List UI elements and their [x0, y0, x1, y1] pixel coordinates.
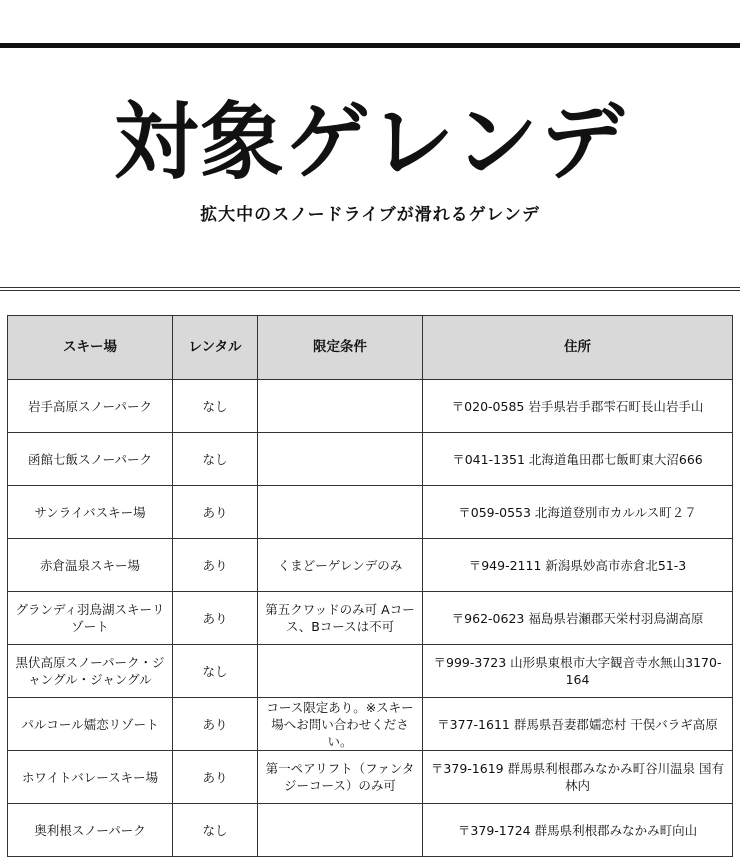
cell-resort-name: ホワイトバレースキー場	[8, 751, 173, 804]
cell-address: 〒379-1724 群馬県利根郡みなかみ町向山	[423, 804, 733, 857]
cell-address: 〒949-2111 新潟県妙高市赤倉北51-3	[423, 539, 733, 592]
cell-address: 〒377-1611 群馬県吾妻郡嬬恋村 干俣バラギ高原	[423, 698, 733, 751]
cell-condition: 第五クワッドのみ可 Aコース、Bコースは不可	[258, 592, 423, 645]
cell-resort-name: 岩手高原スノーパーク	[8, 380, 173, 433]
table-row	[8, 804, 733, 857]
column-header-rental: レンタル	[173, 316, 258, 380]
table-row	[8, 486, 733, 539]
cell-resort-name: 奥利根スノーパーク	[8, 804, 173, 857]
cell-rental: なし	[173, 380, 258, 433]
top-rule	[0, 43, 740, 48]
cell-resort-name: サンライバスキー場	[8, 486, 173, 539]
cell-rental: あり	[173, 698, 258, 751]
page-subtitle: 拡大中のスノードライブが滑れるゲレンデ	[200, 205, 540, 225]
cell-rental: なし	[173, 804, 258, 857]
page-title: 対象ゲレンデ	[113, 92, 627, 191]
cell-condition	[258, 486, 423, 539]
section-divider	[0, 287, 740, 291]
table-row	[8, 751, 733, 804]
cell-resort-name: グランディ羽鳥湖スキーリゾート	[8, 592, 173, 645]
cell-rental: あり	[173, 751, 258, 804]
cell-condition	[258, 433, 423, 486]
cell-resort-name: パルコール嬬恋リゾート	[8, 698, 173, 751]
table-row	[8, 698, 733, 751]
cell-condition: くまどーゲレンデのみ	[258, 539, 423, 592]
table-header-row	[8, 316, 733, 380]
cell-condition: 第一ペアリフト（ファンタジーコース）のみ可	[258, 751, 423, 804]
cell-address: 〒041-1351 北海道亀田郡七飯町東大沼666	[423, 433, 733, 486]
ski-resort-table	[7, 315, 733, 857]
cell-rental: あり	[173, 592, 258, 645]
cell-condition	[258, 804, 423, 857]
cell-rental: なし	[173, 433, 258, 486]
cell-address: 〒020-0585 岩手県岩手郡雫石町長山岩手山	[423, 380, 733, 433]
column-header-ski-resort: スキー場	[8, 316, 173, 380]
cell-address: 〒059-0553 北海道登別市カルルス町２７	[423, 486, 733, 539]
cell-resort-name: 函館七飯スノーパーク	[8, 433, 173, 486]
cell-resort-name: 赤倉温泉スキー場	[8, 539, 173, 592]
cell-condition	[258, 645, 423, 698]
column-header-condition: 限定条件	[258, 316, 423, 380]
cell-resort-name: 黒伏高原スノーパーク・ジャングル・ジャングル	[8, 645, 173, 698]
table-row	[8, 645, 733, 698]
cell-address: 〒999-3723 山形県東根市大字観音寺水無山3170-164	[423, 645, 733, 698]
cell-rental: あり	[173, 486, 258, 539]
cell-rental: あり	[173, 539, 258, 592]
cell-rental: なし	[173, 645, 258, 698]
cell-address: 〒962-0623 福島県岩瀬郡天栄村羽鳥湖高原	[423, 592, 733, 645]
table-row	[8, 380, 733, 433]
table-row	[8, 433, 733, 486]
table-row	[8, 539, 733, 592]
cell-address: 〒379-1619 群馬県利根郡みなかみ町谷川温泉 国有林内	[423, 751, 733, 804]
cell-condition: コース限定あり。※スキー場へお問い合わせください。	[258, 698, 423, 751]
column-header-address: 住所	[423, 316, 733, 380]
cell-condition	[258, 380, 423, 433]
table-row	[8, 592, 733, 645]
